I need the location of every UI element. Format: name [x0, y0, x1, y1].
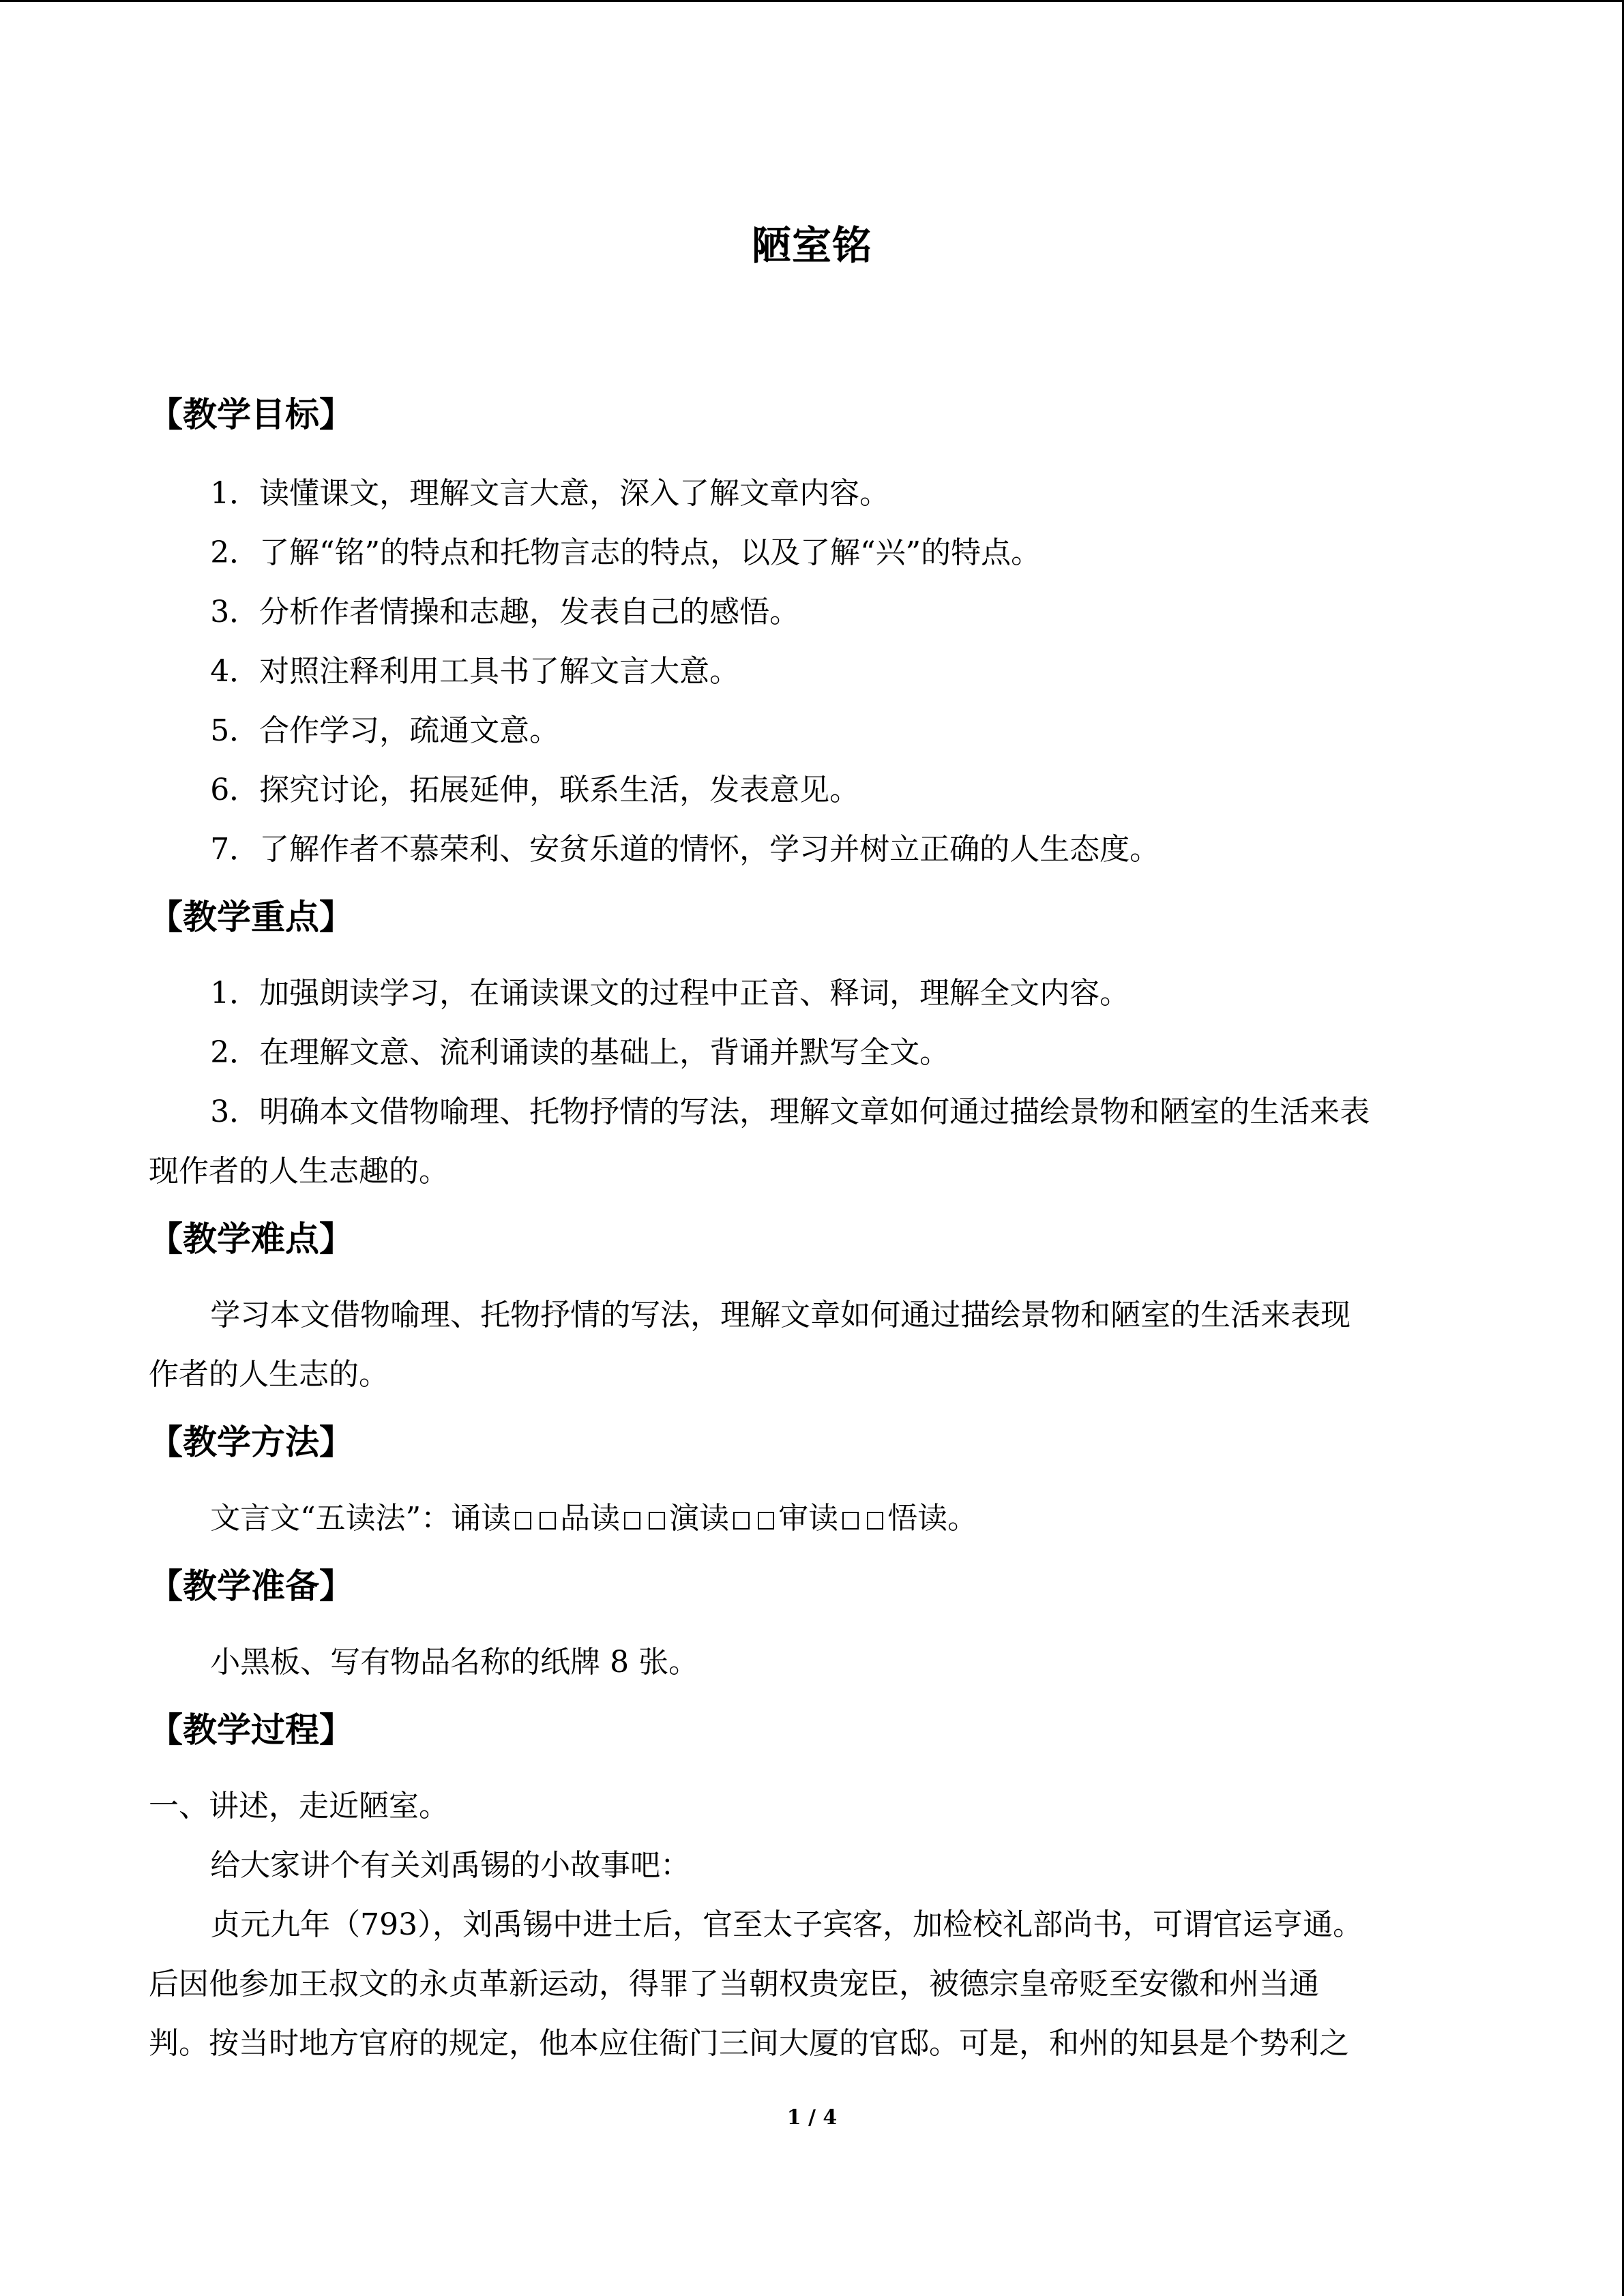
objective-item: 1．读懂课文，理解文言大意，深入了解文章内容。: [210, 476, 890, 511]
process-intro: 给大家讲个有关刘禹锡的小故事吧：: [210, 1848, 691, 1883]
objective-item: 4．对照注释利用工具书了解文言大意。: [210, 654, 740, 689]
objective-item: 7．了解作者不慕荣利、安贫乐道的情怀，学习并树立正确的人生态度。: [210, 832, 1160, 867]
objective-item: 2．了解“铭”的特点和托物言志的特点，以及了解“兴”的特点。: [210, 535, 1042, 570]
method-step: 审读: [778, 1501, 839, 1536]
process-story: 贞元九年（793），刘禹锡中进士后，官至太子宾客，加检校礼部尚书，可谓官运亨通。 后因他参加王叔文的永贞革新运动，得罪了当朝权贵宠臣，被德宗皇帝贬至安徽和州当通 判。按当时地方官府的规定，他本应住衙门三间大厦的官邸。可是，和州的知县是个势利之: [149, 1907, 1363, 2061]
objective-item: 5．合作学习，疏通文意。: [210, 713, 560, 748]
preparation-text: 小黑板、写有物品名称的纸牌 8 张。: [210, 1645, 699, 1680]
document-body: [149, 381, 1475, 2073]
heading-process: 【教学过程】: [149, 1710, 353, 1750]
placeholder-boxes: [729, 1489, 778, 1548]
method-step: 悟读。: [887, 1501, 978, 1536]
process-step-title: 一、讲述，走近陋室。: [149, 1789, 449, 1823]
heading-preparation: 【教学准备】: [149, 1566, 353, 1606]
method-step: 品读: [560, 1501, 621, 1536]
page-number: 1 / 4: [786, 2106, 838, 2130]
objective-item: 6．探究讨论，拓展延伸，联系生活，发表意见。: [210, 773, 860, 807]
placeholder-boxes: [511, 1489, 560, 1548]
heading-methods: 【教学方法】: [149, 1422, 353, 1462]
placeholder-boxes: [838, 1489, 887, 1548]
document-title: 陋室铭: [751, 222, 872, 269]
objectives-list: [149, 464, 1475, 879]
heading-key-points: 【教学重点】: [149, 897, 353, 937]
methods-prefix: 文言文“五读法”：: [210, 1501, 452, 1536]
methods-text: [149, 1489, 1475, 1548]
objective-item: 3．分析作者情操和志趣，发表自己的感悟。: [210, 595, 800, 629]
key-point-item: 3．明确本文借物喻理、托物抒情的写法，理解文章如何通过描绘景物和陋室的生活来表 现作者的人生志趣的。: [149, 1094, 1370, 1189]
key-point-item: 2．在理解文意、流利诵读的基础上，背诵并默写全文。: [210, 1035, 950, 1070]
heading-difficulties: 【教学难点】: [149, 1219, 353, 1259]
difficulties-text: 学习本文借物喻理、托物抒情的写法，理解文章如何通过描绘景物和陋室的生活来表现 作者的人生志的。: [149, 1298, 1351, 1392]
key-point-item: 1．加强朗读学习，在诵读课文的过程中正音、释词，理解全文内容。: [210, 976, 1130, 1011]
placeholder-boxes: [620, 1489, 669, 1548]
method-step: 演读: [669, 1501, 730, 1536]
key-points-list: [149, 964, 1475, 1201]
heading-objectives: 【教学目标】: [149, 395, 353, 434]
method-step: 诵读: [451, 1501, 512, 1536]
